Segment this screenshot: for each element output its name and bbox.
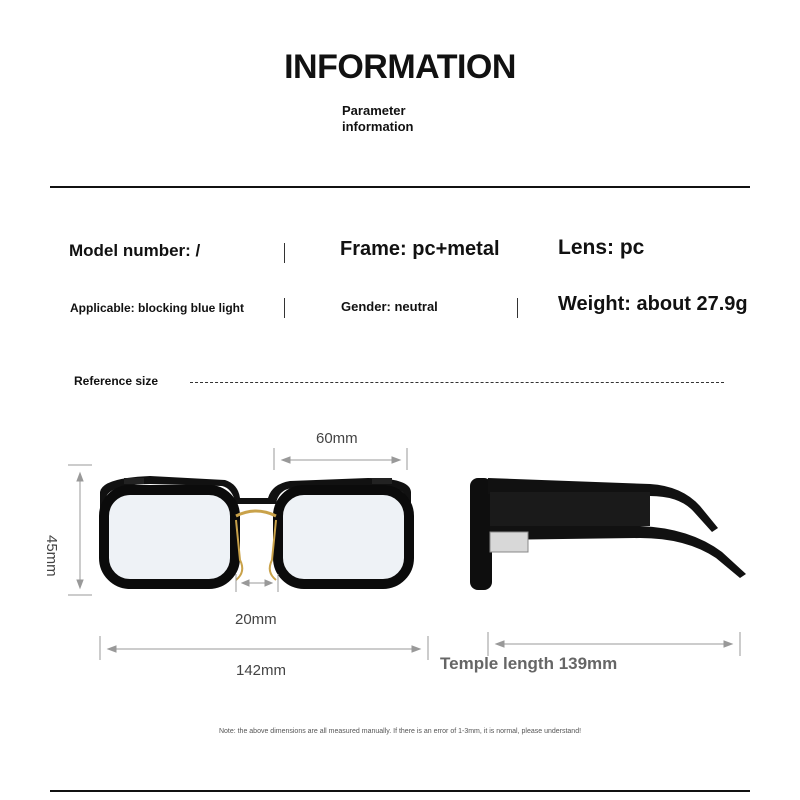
dimension-temple-length: [488, 632, 740, 656]
glasses-side-view: [470, 478, 746, 590]
bottom-divider: [50, 790, 750, 792]
spec-applicable: Applicable: blocking blue light: [70, 301, 245, 315]
measurement-note: Note: the above dimensions are all measured manually. If there is an error of 1-3mm, it is normal, please understand!: [218, 728, 582, 735]
spec-gender: Gender: neutral: [341, 299, 438, 314]
page-title: INFORMATION: [284, 48, 516, 86]
label-lens-width: 60mm: [316, 430, 358, 447]
label-lens-height: 45mm: [43, 535, 60, 577]
subtitle-line-1: Parameter: [342, 103, 406, 118]
spec-model-number: Model number: /: [69, 241, 201, 260]
dimension-total-width: [100, 636, 428, 660]
subtitle-line-2: information: [342, 119, 414, 134]
label-bridge: 20mm: [235, 611, 277, 628]
label-temple-length: Temple length 139mm: [440, 654, 618, 673]
spec-weight: Weight: about 27.9g: [558, 293, 748, 315]
spec-lens: Lens: pc: [558, 236, 645, 259]
spec-frame: Frame: pc+metal: [340, 238, 500, 260]
reference-size-label: Reference size: [74, 374, 159, 388]
dimension-lens-height: [68, 465, 92, 595]
dimension-lens-width: [274, 448, 407, 470]
label-total-width: 142mm: [236, 662, 287, 679]
glasses-front-view: [100, 476, 411, 584]
